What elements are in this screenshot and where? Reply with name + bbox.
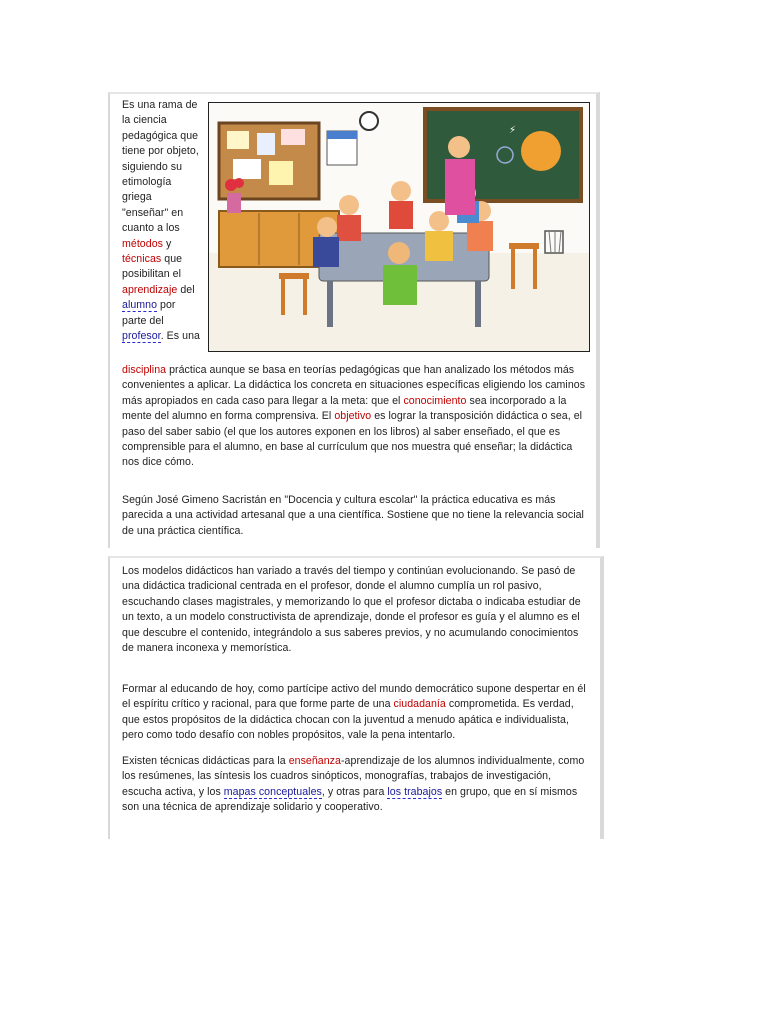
classroom-illustration [208,102,590,352]
hyperlink[interactable]: profesor [122,330,161,343]
text-run: -aprendizaje de los alumnos individualmente, como los resúmenes, las síntesis los cuadros sinópticos, monografías, trabajos de investigación, escucha activa, y los [122,755,585,798]
keyword-link[interactable]: técnicas [122,253,162,266]
text-run: es lograr la transposición didáctica o sea, el paso del saber sabio (el que los autores exponen en los libros) al saber enseñado, el que es comprensible para el alumno, en base al currículum que nos muestra qué enseñar; la didáctica nos dice cómo. [122,410,583,469]
article-section-1 [108,92,600,548]
text-run: Existen técnicas didácticas para la [122,755,289,767]
keyword-link[interactable]: objetivo [334,410,372,423]
text-run: Formar al educando de hoy, como partícipe activo del mundo democrático supone despertar en él el espíritu crítico y racional, para que forme parte de una [122,683,586,711]
keyword-link[interactable]: enseñanza [288,755,341,767]
svg-text:⚡: ⚡ [509,125,517,136]
hyperlink[interactable]: los trabajos [387,785,443,798]
text-run: del [177,283,195,296]
hyperlink[interactable]: mapas conceptuales [223,785,322,798]
keyword-link[interactable]: métodos [122,237,163,250]
text-run: . Es una [160,330,200,343]
classroom-icon [209,103,589,351]
text-run: y [162,237,172,250]
paragraph-modelos: Los modelos didácticos han variado a través del tiempo y continúan evolucionando. Se pasó de una didáctica tradicional centrada en el profesor, donde el alumno cumplía un rol pasivo, escuchando clases magistrales, y memorizando lo que el profesor dictaba o indicaba estudiar de un texto, a un modelo constructivista de aprendizaje, donde el profesor es guía y el alumno es el que descubre el contenido, integrándolo a sus saberes previos, y no acumulando conocimientos de manera inconexa y memorística. [122,565,581,655]
paragraph-gimeno: Según José Gimeno Sacristán en "Docencia y cultura escolar" la práctica educativa es más parecida a una actividad artesanal que a una científica. Sostiene que no tiene la relevancia social de una práctica científica. [122,494,584,537]
text-run: , y otras para [321,785,388,798]
text-run: por parte del [122,299,176,327]
text-run: que posibilitan el [122,253,183,281]
keyword-link[interactable]: ciudadanía [393,698,446,711]
keyword-link[interactable]: disciplina [122,364,167,376]
paragraph-formar [122,682,592,744]
paragraph-tecnicas [122,754,592,816]
text-run: en grupo, que en sí mismos son una técnica de aprendizaje solidario y cooperativo. [122,785,578,814]
text-run: Es una rama de la ciencia pedagógica que tiene por objeto, siguiendo su etimología griega "enseñar" en cuanto a los [122,99,199,235]
hyperlink[interactable]: alumno [122,299,158,312]
text-run: práctica aunque se basa en teorías pedagógicas que han analizado los métodos más convenientes a aplicar. La didáctica los concreta en situaciones específicas eligiendo los caminos más apropiados en cada caso para llegar a la meta: que el [122,364,586,407]
wrapped-intro-text [122,98,200,345]
keyword-link[interactable]: conocimiento [403,394,467,407]
article-section-2 [108,556,604,839]
text-run: sea incorporado a la mente del alumno en forma comprensiva. El [122,394,567,423]
keyword-link[interactable]: aprendizaje [122,283,178,296]
intro-continuation [122,363,592,471]
text-run: comprometida. Es verdad, que estos propósitos de la didáctica chocan con la juventud a menudo apática e individualista, pero como todo desafío con nobles propósitos, vale la pena intentarlo. [122,698,574,742]
